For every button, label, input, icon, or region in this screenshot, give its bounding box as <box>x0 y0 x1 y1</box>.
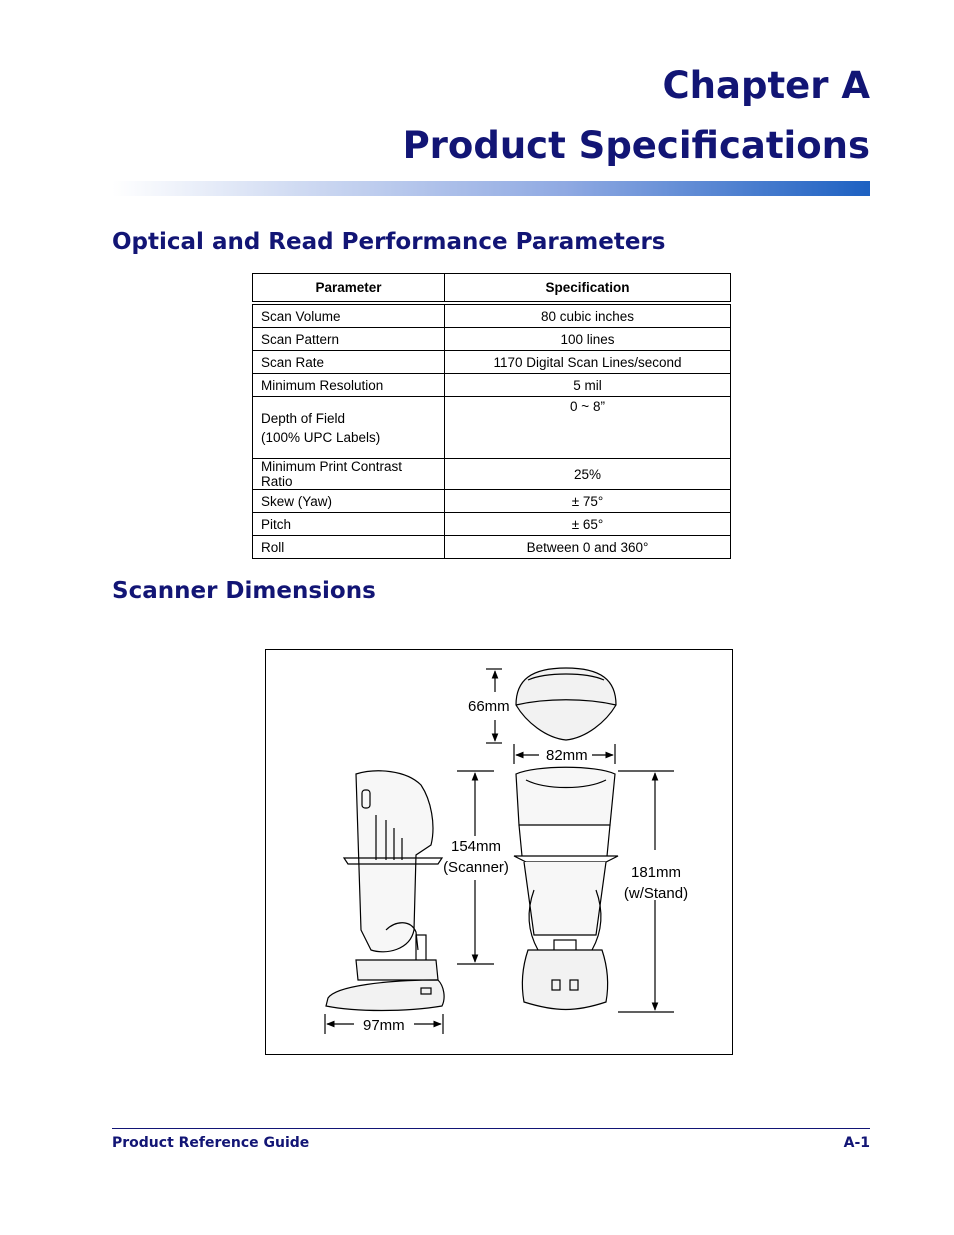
param-cell: Skew (Yaw) <box>253 490 445 513</box>
table-row <box>253 536 731 559</box>
section-heading-optical: Optical and Read Performance Parameters <box>112 229 666 255</box>
scanner-head-top-view <box>516 668 616 740</box>
footer-page-number: A-1 <box>843 1135 870 1151</box>
spec-table <box>252 273 731 559</box>
spec-cell: 25% <box>445 459 731 490</box>
spec-cell: Between 0 and 360° <box>445 536 731 559</box>
dim-label-stand-height <box>616 862 696 904</box>
param-cell: Pitch <box>253 513 445 536</box>
chapter-gradient-bar <box>112 181 870 196</box>
chapter-name: Product Specifications <box>402 124 870 167</box>
param-line: Depth of Field <box>261 410 346 426</box>
dim-label-head-height: 66mm <box>468 698 510 715</box>
spec-cell: 100 lines <box>445 328 731 351</box>
param-cell: Roll <box>253 536 445 559</box>
dim-label-scanner-height <box>436 836 516 878</box>
scanner-side-view <box>326 771 444 1011</box>
param-cell: Minimum Print Contrast Ratio <box>253 459 445 490</box>
table-row <box>253 459 731 490</box>
param-line: (100% UPC Labels) <box>261 429 381 445</box>
table-row <box>253 397 731 459</box>
scanner-dimensions-figure <box>265 649 733 1055</box>
table-row <box>253 513 731 536</box>
table-row <box>253 303 731 328</box>
table-row <box>253 374 731 397</box>
spec-cell: ± 65° <box>445 513 731 536</box>
spec-cell: ± 75° <box>445 490 731 513</box>
header-specification: Specification <box>445 274 731 304</box>
spec-cell: 5 mil <box>445 374 731 397</box>
table-header-row <box>253 274 731 304</box>
footer-guide-title: Product Reference Guide <box>112 1135 310 1151</box>
param-cell: Minimum Resolution <box>253 374 445 397</box>
header-parameter: Parameter <box>253 274 445 304</box>
chapter-label: Chapter A <box>662 64 870 107</box>
dim-label-front-width: 82mm <box>546 747 588 764</box>
dim-label-stand-note: (w/Stand) <box>623 885 689 902</box>
table-row <box>253 490 731 513</box>
dim-label-stand-value: 181mm <box>630 864 682 881</box>
param-cell: Scan Pattern <box>253 328 445 351</box>
param-cell <box>253 397 445 459</box>
scanner-front-view <box>514 767 618 1009</box>
dim-label-scanner-note: (Scanner) <box>443 859 509 876</box>
dim-label-scanner-value: 154mm <box>450 838 502 855</box>
chapter-title <box>403 56 870 176</box>
param-cell: Scan Rate <box>253 351 445 374</box>
param-cell: Scan Volume <box>253 303 445 328</box>
footer-rule <box>112 1128 870 1129</box>
spec-cell: 1170 Digital Scan Lines/second <box>445 351 731 374</box>
table-row <box>253 328 731 351</box>
spec-cell: 0 ~ 8” <box>445 397 731 459</box>
section-heading-dimensions: Scanner Dimensions <box>112 578 376 604</box>
table-row <box>253 351 731 374</box>
dim-label-base-depth: 97mm <box>363 1017 405 1034</box>
spec-cell: 80 cubic inches <box>445 303 731 328</box>
